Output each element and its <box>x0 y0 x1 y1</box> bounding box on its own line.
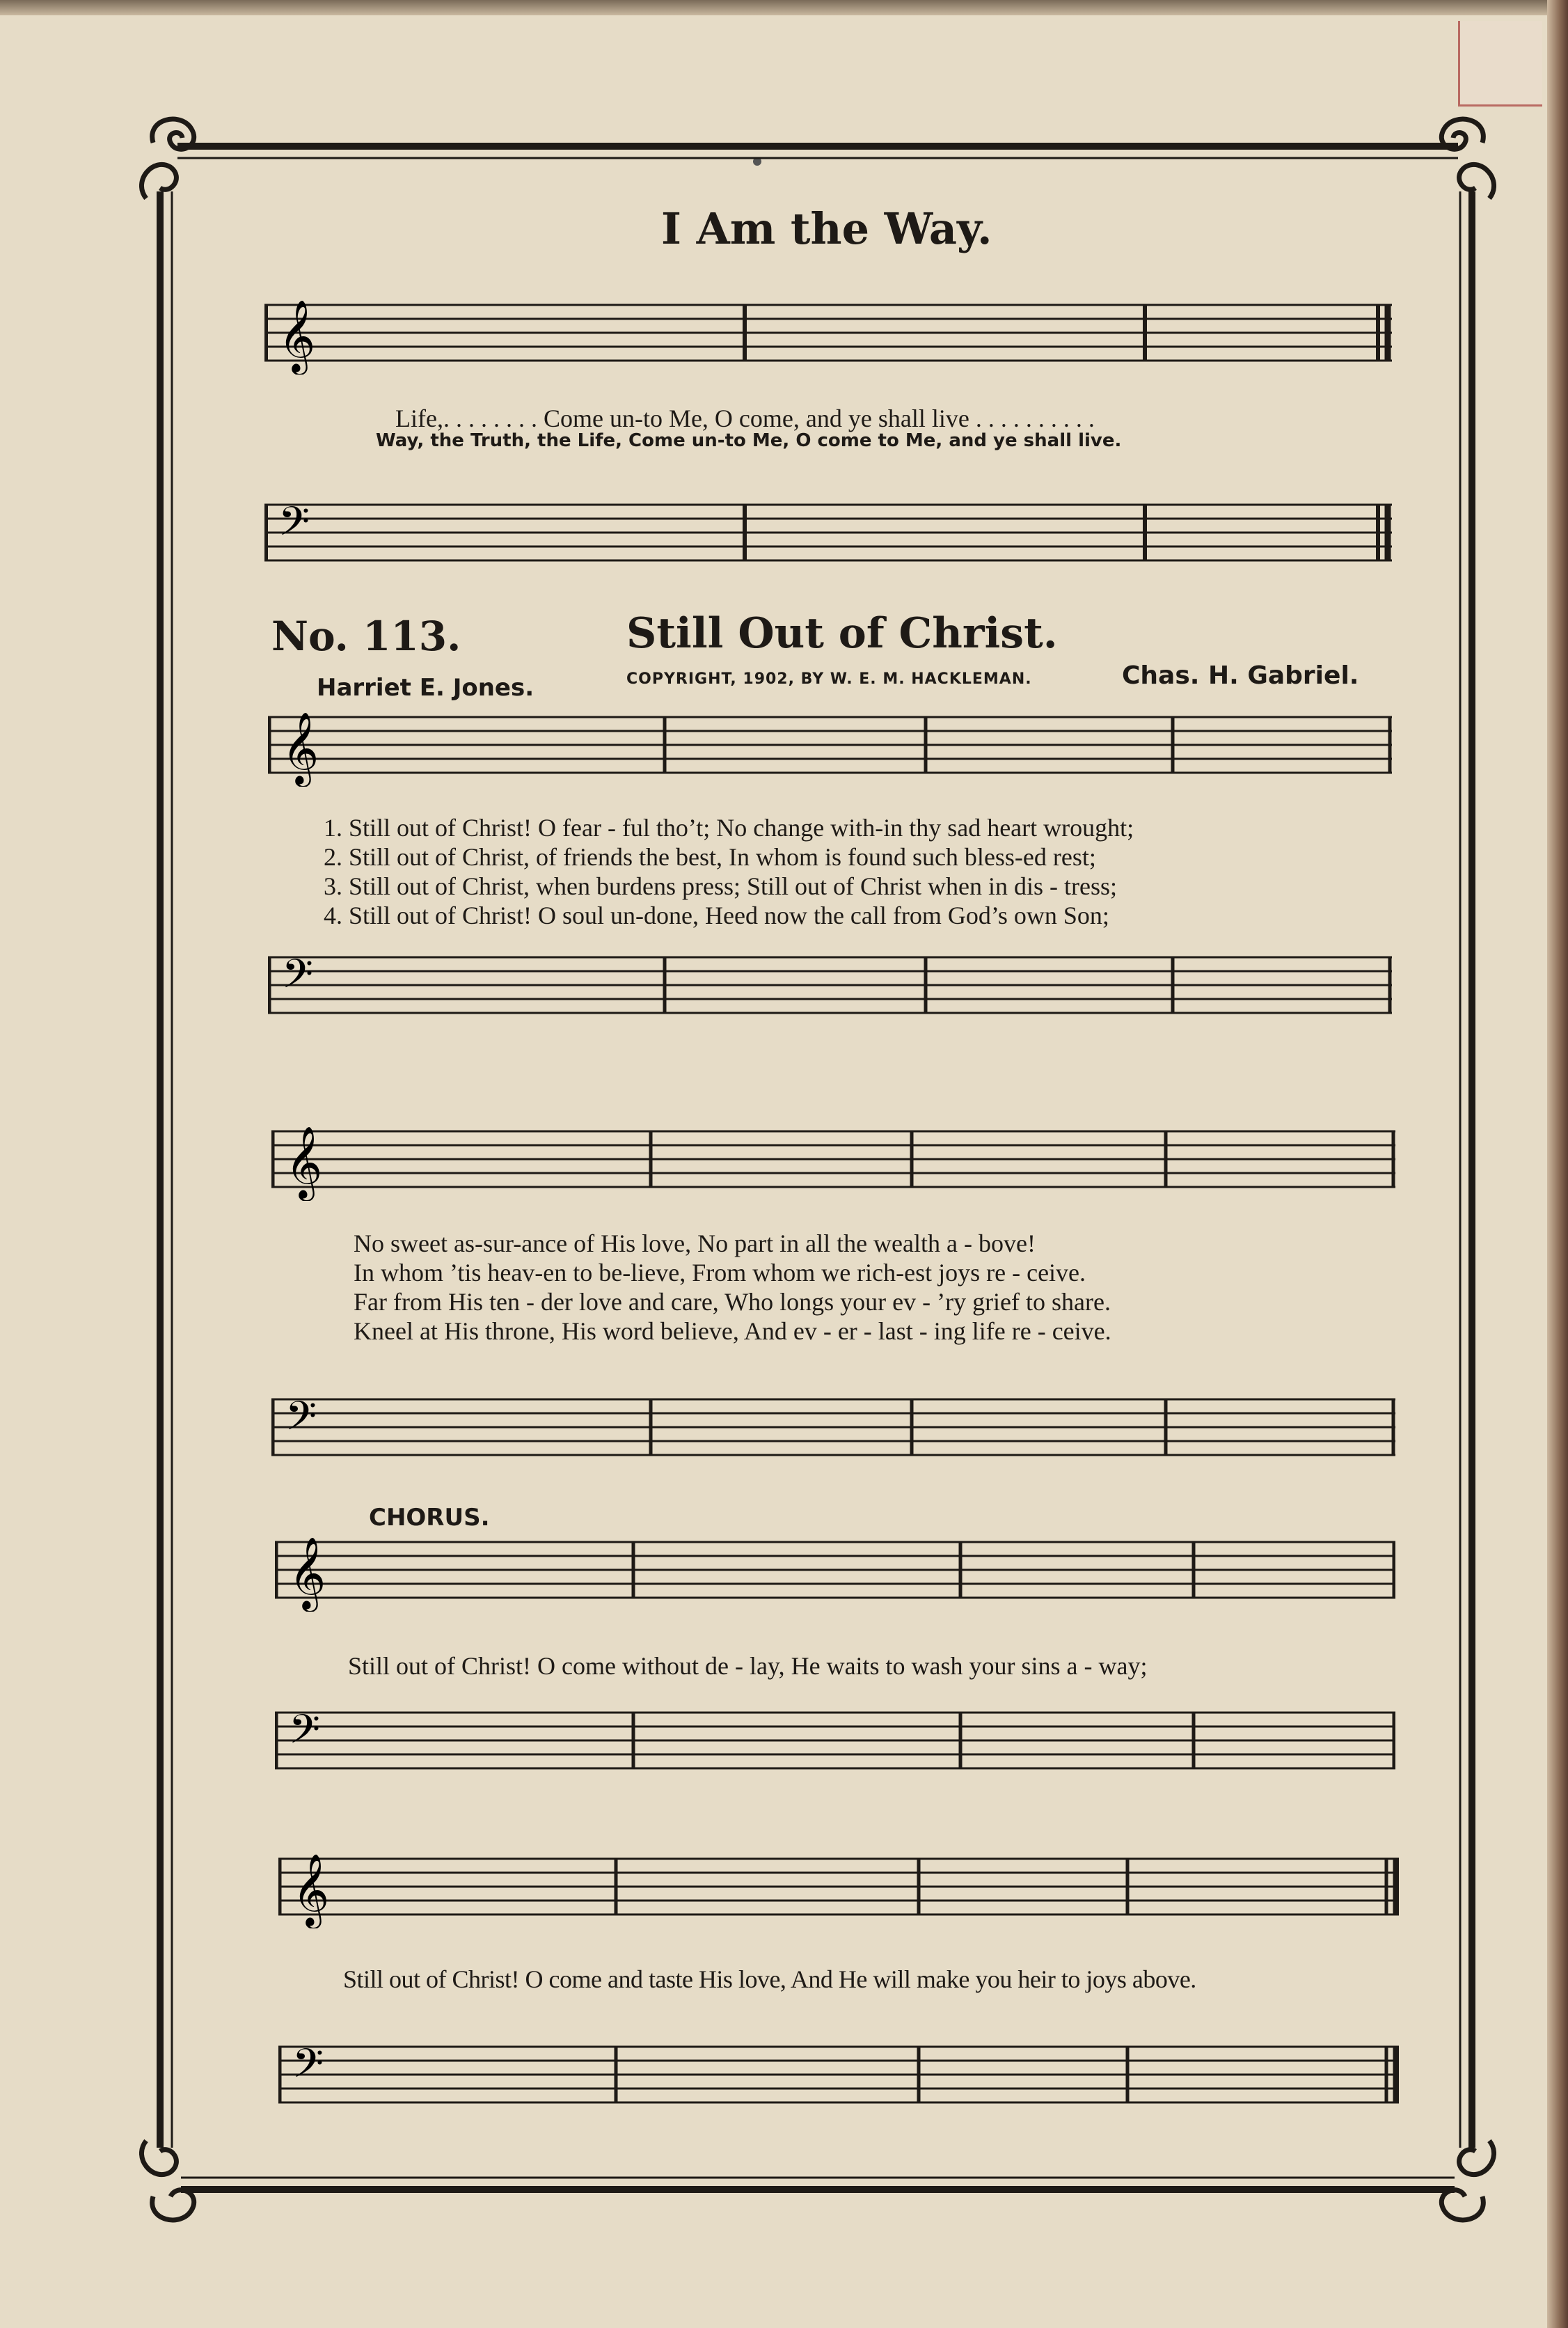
verse-line-3b: Far from His ten - der love and care, Who longs your ev - ’ry grief to share. <box>354 1288 1111 1316</box>
hymn-number: No. 113. <box>271 613 461 660</box>
chorus1-treble-staff <box>275 1528 1395 1612</box>
svg-text:𝄞: 𝄞 <box>285 1126 323 1199</box>
page-top-edge <box>0 0 1568 15</box>
chorus2-bass-staff <box>278 2033 1399 2116</box>
system1-bass-staff <box>268 943 1392 1027</box>
svg-text:𝄢: 𝄢 <box>285 1392 317 1449</box>
composer-credit: Chas. H. Gabriel. <box>1122 661 1359 690</box>
verse-line-1a: 1. Still out of Christ! O fear - ful tho’t; No change with-in thy sad heart wrought; <box>324 814 1134 842</box>
svg-text:𝄞: 𝄞 <box>278 299 316 372</box>
svg-text:𝄢: 𝄢 <box>292 2040 324 2097</box>
top-treble-staff <box>264 291 1392 375</box>
book-binding <box>1547 0 1568 2328</box>
system2-treble-staff <box>271 1117 1395 1201</box>
verse-line-4b: Kneel at His throne, His word believe, And ev - er - last - ing life re - ceive. <box>354 1317 1111 1345</box>
chorus-line-1: Still out of Christ! O come without de - lay, He waits to wash your sins a - way; <box>348 1652 1148 1680</box>
svg-text:𝄞: 𝄞 <box>289 1536 326 1610</box>
hymn-title: Still Out of Christ. <box>626 609 1058 658</box>
top-lyric-line-2: Way, the Truth, the Life, Come un-to Me, O come to Me, and ye shall live. <box>376 430 1122 451</box>
svg-text:𝄞: 𝄞 <box>282 711 319 785</box>
svg-text:𝄢: 𝄢 <box>282 950 314 1007</box>
top-lyric-line-1: Life,. . . . . . . . Come un-to Me, O come, and ye shall live . . . . . . . . . . <box>395 404 1095 432</box>
chorus1-bass-staff <box>275 1699 1395 1782</box>
svg-text:𝄢: 𝄢 <box>278 498 310 555</box>
page-tab-mark <box>1458 21 1542 107</box>
top-bass-staff <box>264 491 1392 574</box>
verse-line-2b: In whom ’tis heav-en to be-lieve, From whom we rich-est joys re - ceive. <box>354 1259 1086 1287</box>
author-credit: Harriet E. Jones. <box>317 674 534 702</box>
svg-text:𝄞: 𝄞 <box>292 1853 330 1926</box>
top-song-title: I Am the Way. <box>661 203 992 254</box>
chorus2-treble-staff <box>278 1845 1399 1928</box>
system2-bass-staff <box>271 1385 1395 1469</box>
copyright-notice: COPYRIGHT, 1902, BY W. E. M. HACKLEMAN. <box>626 670 1032 688</box>
verse-line-2a: 2. Still out of Christ, of friends the best, In whom is found such bless-ed rest; <box>324 843 1096 871</box>
svg-text:𝄢: 𝄢 <box>289 1706 321 1763</box>
chorus-line-2: Still out of Christ! O come and taste His love, And He will make you heir to joys above. <box>343 1965 1196 1993</box>
verse-line-3a: 3. Still out of Christ, when burdens press; Still out of Christ when in dis - tress; <box>324 872 1117 900</box>
verse-line-1b: No sweet as-sur-ance of His love, No part in all the wealth a - bove! <box>354 1229 1036 1257</box>
chorus-label: CHORUS. <box>369 1504 490 1532</box>
verse-line-4a: 4. Still out of Christ! O soul un-done, Heed now the call from God’s own Son; <box>324 902 1109 929</box>
system1-treble-staff <box>268 703 1392 787</box>
